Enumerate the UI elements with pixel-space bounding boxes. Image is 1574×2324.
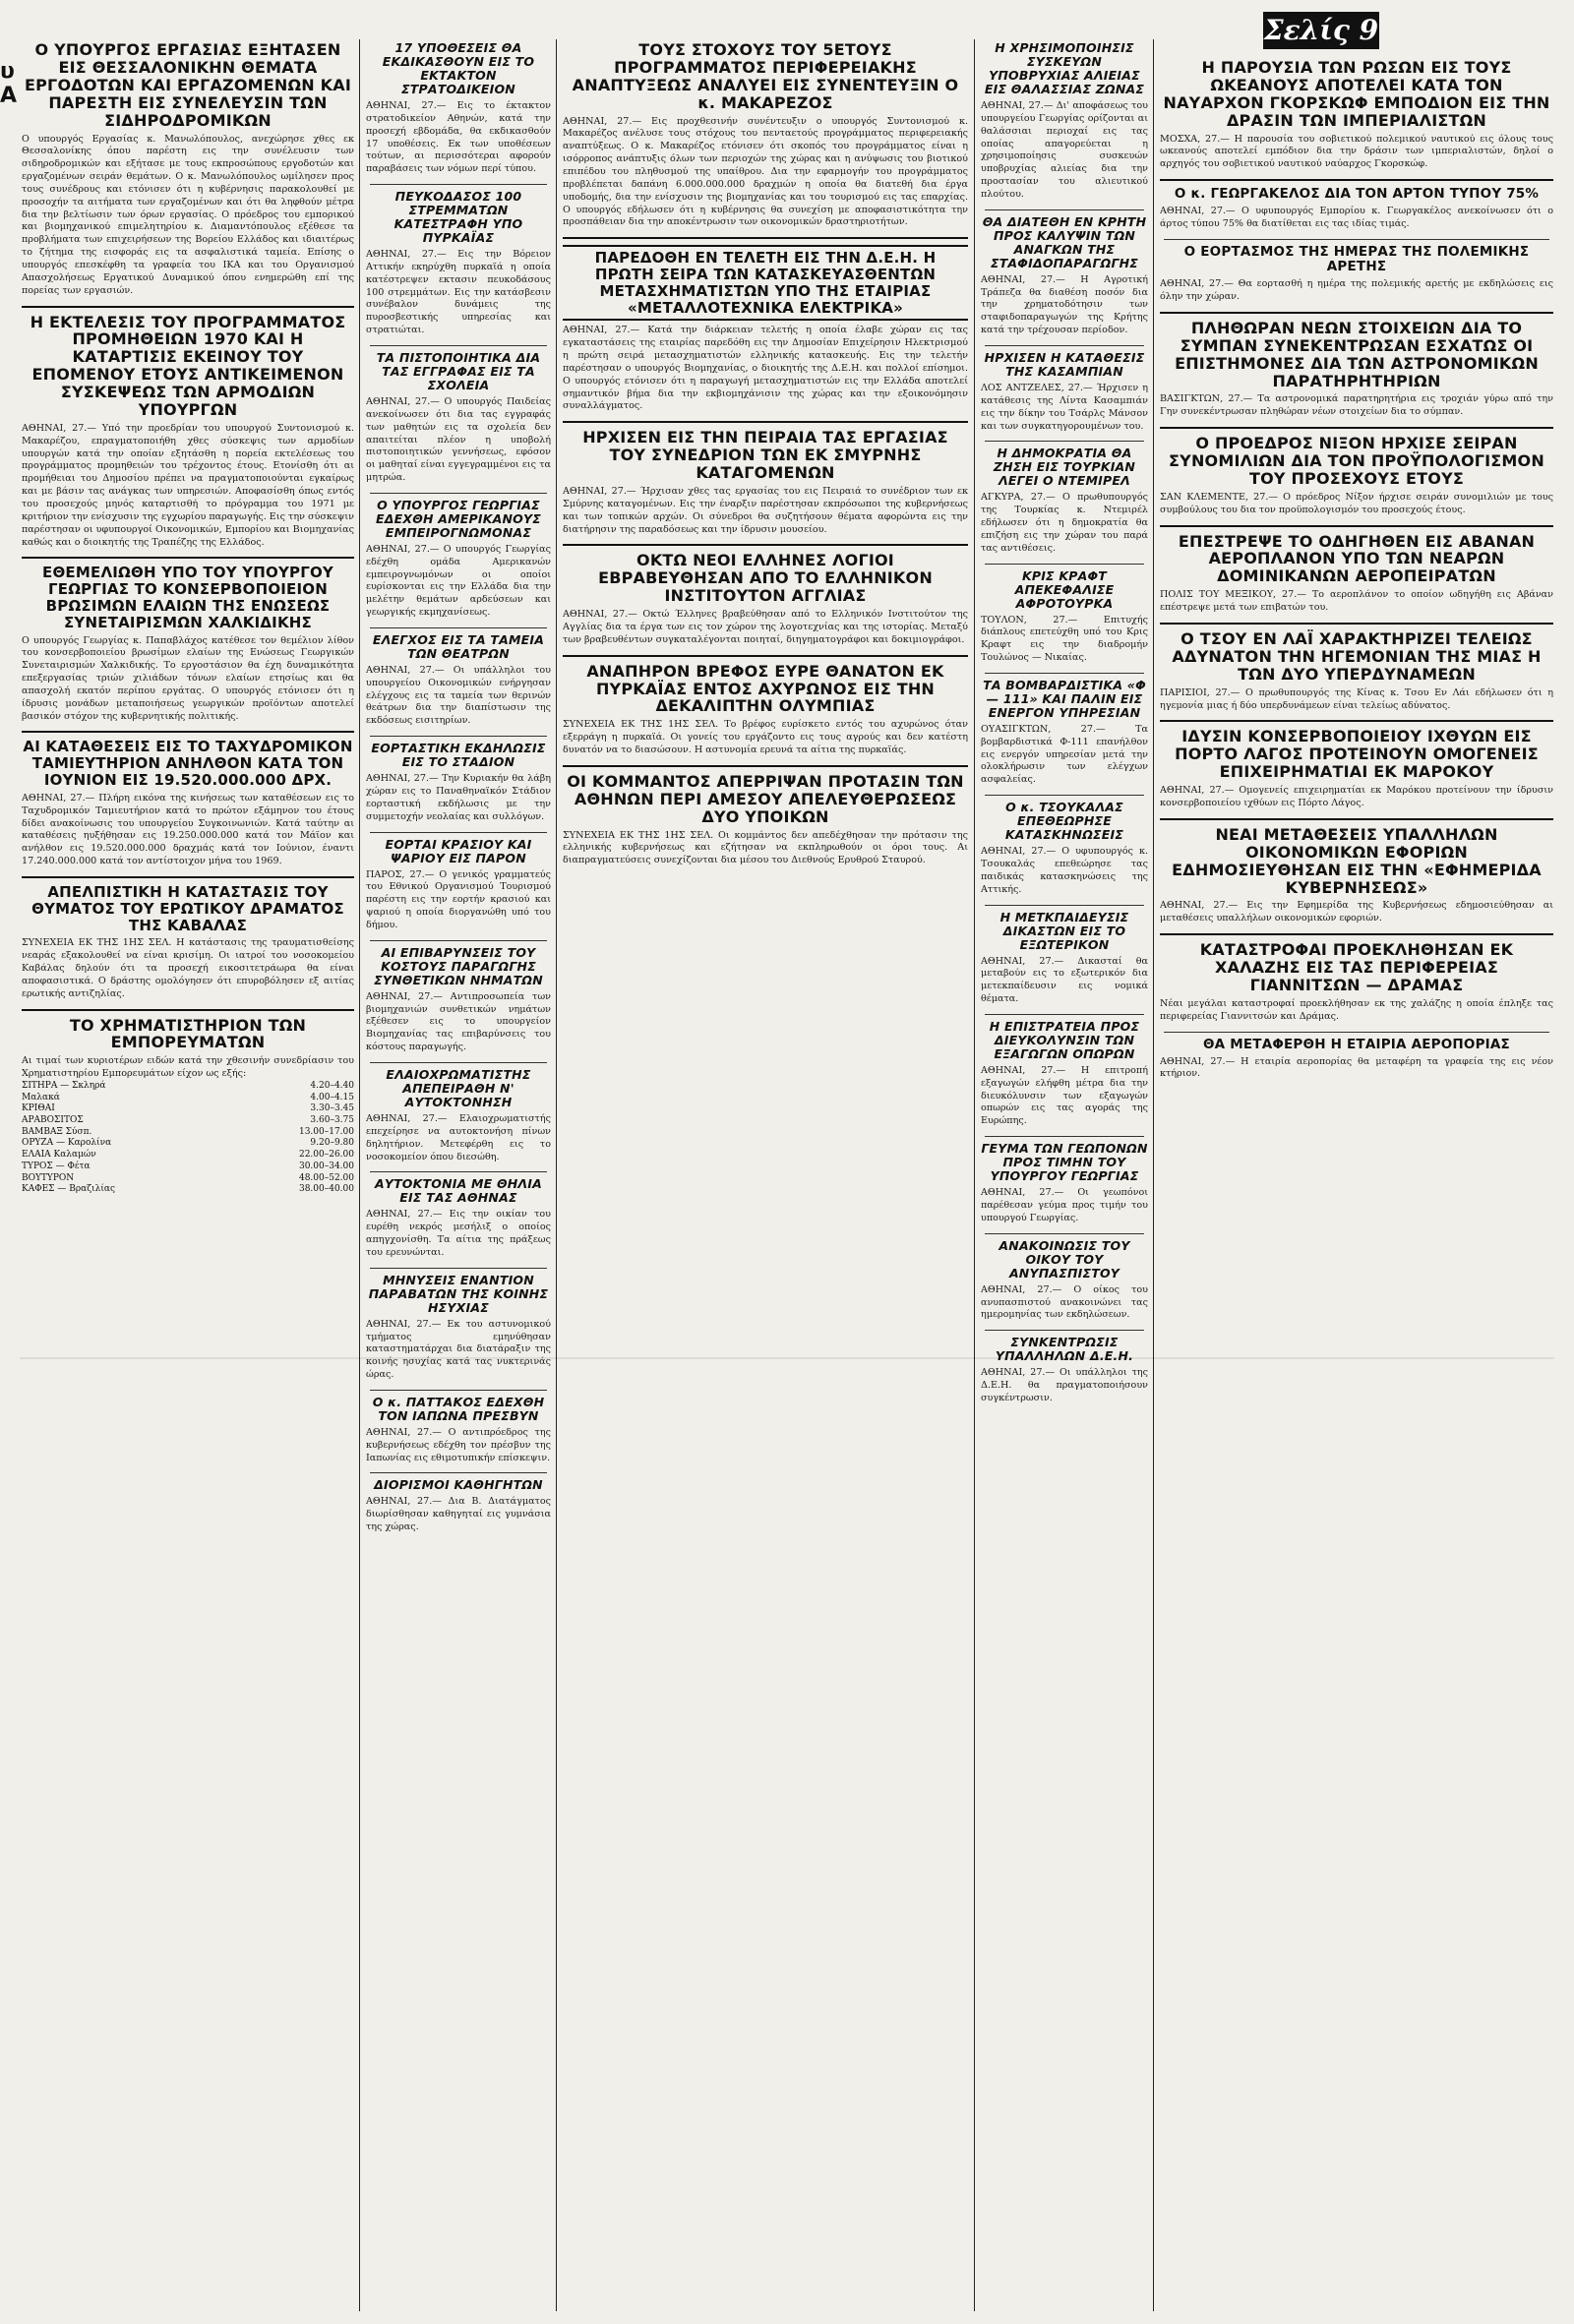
article [563, 429, 968, 536]
article-body: ΑΘΗΝΑΙ, 27.— Την Κυριακήν θα λάβη χώραν εις το Παναθηναϊκόν Στάδιον εορταστική εκδήλωσις με την συμμετοχήν νεολαίας και συλλόγων. [366, 773, 551, 822]
headline: Ο ΤΣΟΥ ΕΝ ΛΑΪ ΧΑΡΑΚΤΗΡΙΖΕΙ ΤΕΛΕΙΩΣ ΑΔΥΝΑΤΟΝ ΤΗΝ ΗΓΕΜΟΝΙΑΝ ΤΗΣ ΜΙΑΣ Η ΤΩΝ ΔΥΟ ΥΠΕΡΔΥΝΑΜΕΩΝ [1172, 628, 1542, 684]
headline: ΗΡΧΙΣΕΝ ΕΙΣ ΤΗΝ ΠΕΙΡΑΙΑ ΤΑΣ ΕΡΓΑΣΙΑΣ ΤΟΥ ΣΥΝΕΔΡΙΟΝ ΤΩΝ ΕΚ ΣΜΥΡΝΗΣ ΚΑΤΑΓΟΜΕΝΩΝ [582, 428, 948, 483]
article [366, 41, 551, 176]
article-separator [370, 940, 547, 941]
headline: ΑΙ ΚΑΤΑΘΕΣΕΙΣ ΕΙΣ ΤΟ ΤΑΧΥΔΡΟΜΙΚΟΝ ΤΑΜΙΕΥΤΗΡΙΟΝ ΑΝΗΛΘΟΝ ΚΑΤΑ ΤΟΝ ΙΟΥΝΙΟΝ ΕΙΣ 19.520.000.000 ΔΡΧ. [23, 738, 353, 790]
article-separator [22, 1009, 354, 1011]
article [981, 1020, 1148, 1128]
headline: ΔΙΟΡΙΣΜΟΙ ΚΑΘΗΓΗΤΩΝ [374, 1477, 543, 1493]
headline: ΕΟΡΤΑΣΤΙΚΗ ΕΚΔΗΛΩΣΙΣ ΕΙΣ ΤΟ ΣΤΑΔΙΟΝ [371, 741, 546, 770]
article-body: ΑΘΗΝΑΙ, 27.— Εις την Βόρειον Αττικήν εκηρύχθη πυρκαϊά η οποία κατέστρεψεν εκτασιν πευκοδάσους 100 στρεμμάτων. Εις την κατάσβεσιν συνέβαλον δυνάμεις της πυροσβεστικής υπηρεσίας και στρατιώται. [366, 249, 551, 336]
list-item: Μαλακά 4.00–4.15 [22, 1092, 354, 1102]
headline: ΣΥΝΚΕΝΤΡΩΣΙΣ ΥΠΑΛΛΗΛΩΝ Δ.Ε.Η. [995, 1335, 1134, 1364]
headline: Η ΠΑΡΟΥΣΙΑ ΤΩΝ ΡΩΣΩΝ ΕΙΣ ΤΟΥΣ ΩΚΕΑΝΟΥΣ ΑΠΟΤΕΛΕΙ ΚΑΤΑ ΤΟΝ ΝΑΥΑΡΧΟΝ ΓΚΟΡΣΚΩΦ ΕΜΠΟΔΙΟΝ ΕΙΣ ΤΗΝ ΔΡΑΣΙΝ ΤΩΝ ΙΜΠΕΡΙΑΛΙΣΤΩΝ [1163, 58, 1550, 130]
article [366, 499, 551, 620]
article [366, 1274, 551, 1382]
article [366, 1068, 551, 1163]
headline: Η ΔΗΜΟΚΡΑΤΙΑ ΘΑ ΖΗΣΗ ΕΙΣ ΤΟΥΡΚΙΑΝ ΛΕΓΕΙ Ο ΝΤΕΜΙΡΕΛ [993, 446, 1136, 489]
article-body: ΑΘΗΝΑΙ, 27.— Κατά την διάρκειαν τελετής η οποία έλαβε χώραν εις τας εγκαταστάσεις της εταιρίας παρεδόθη εις την Δημοσίαν Επιχείρησιν Ηλεκτρισμού η πρώτη σειρά μετασχηματιστών ελληνικής κατασκευής. Εις την τελετήν παρέστησαν ο υπουργός Βιομηχανίας, ο διοικητής της Δ.Ε.Η. και πολλοί επίσημοι. Ο υπουργός ετόνισεν ότι η παραγωγή μετασχηματιστών εις την Ελλάδα αποτελεί σημαντικόν βήμα δια την εκβιομηχάνισιν της χώρας και την εξοικονόμησιν συναλλάγματος. [563, 325, 968, 412]
headline: ΑΙ ΕΠΙΒΑΡΥΝΣΕΙΣ ΤΟΥ ΚΟΣΤΟΥΣ ΠΑΡΑΓΩΓΗΣ ΣΥΝΘΕΤΙΚΩΝ ΝΗΜΑΤΩΝ [374, 944, 543, 987]
headline: ΜΗΝΥΣΕΙΣ ΕΝΑΝΤΙΟΝ ΠΑΡΑΒΑΤΩΝ ΤΗΣ ΚΟΙΝΗΣ ΗΣΥΧΙΑΣ [368, 1272, 549, 1315]
article-separator [370, 832, 547, 833]
article [1160, 187, 1553, 231]
headline: ΤΟ ΧΡΗΜΑΤΙΣΤΗΡΙΟΝ ΤΩΝ ΕΜΠΟΡΕΥΜΑΤΩΝ [69, 1015, 307, 1052]
headline: ΓΕΥΜΑ ΤΩΝ ΓΕΩΠΟΝΩΝ ΠΡΟΣ ΤΙΜΗΝ ΤΟΥ ΥΠΟΥΡΓΟΥ ΓΕΩΡΓΙΑΣ [981, 1141, 1148, 1184]
article-body: ΑΘΗΝΑΙ, 27.— Ο οίκος του ανυπασπιστού ανακοινώνει τας ημερομηνίας των εκδηλώσεων. [981, 1283, 1148, 1321]
article-separator [370, 345, 547, 346]
article [563, 773, 968, 867]
column-divider [1153, 39, 1154, 2311]
article-separator [370, 493, 547, 494]
article [981, 351, 1148, 433]
article-body: ΑΘΗΝΑΙ, 27.— Εις το έκτακτον στρατοδικείον Αθηνών, κατά την προσεχή εβδομάδα, θα εκδικασθούν 17 υποθέσεις. Εκ των υποθέσεων τούτων, αι περισσότεραι αφορούν παραβάσεις των νόμων περί τύπου. [366, 100, 551, 175]
article-body: ΑΘΗΝΑΙ, 27.— Εις την οικίαν του ευρέθη νεκρός μεσήλιξ ο οποίος απηγχονίσθη. Τα αίτια της πράξεως του ερευνώνται. [366, 1209, 551, 1258]
article-body: ΑΘΗΝΑΙ, 27.— Ομογενείς επιχειρηματίαι εκ Μαρόκου προτείνουν την ίδρυσιν κονσερβοποιείου ιχθύων εις Πόρτο Λάγος. [1160, 785, 1553, 808]
article-body: ΤΟΥΛΟΝ, 27.— Επιτυχής διάπλους επετεύχθη υπό του Κρις Κραφτ εις την διαδρομήν Τουλώνος — Νικαίας. [981, 614, 1148, 664]
article [563, 41, 968, 229]
article-body: Ο υπουργός Γεωργίας κ. Παπαβλάχος κατέθεσε τον θεμέλιον λίθον του κονσερβοποιείου βρωσίμων ελαίων της Ενώσεως Γεωργικών Συνεταιρισμών Χαλκιδικής. Το εργοστάσιον θα έχη δυναμικότητα επεξεργασίας τριών χιλιάδων τόνων ελαίων ετησίως και θα απασχολή εκατόν περίπου εργάτας. Ο υπουργός ετόνισεν ότι η ίδρυσις μονάδων μεταποιήσεως γεωργικών προϊόντων αποτελεί βασικόν στόχον της κυβερνητικής πολιτικής. [22, 634, 354, 722]
article [366, 1396, 551, 1465]
article-body: ΒΑΣΙΓΚΤΩΝ, 27.— Τα αστρονομικά παρατηρητήρια εις τροχιάν γύρω από την Γην συνεκέντρωσαν πληθώραν νέων στοιχείων δια το σύμπαν. [1160, 393, 1553, 418]
list-item: ΑΡΑΒΟΣΙΤΟΣ 3.60–3.75 [22, 1115, 354, 1126]
column-5 [1160, 57, 1553, 2311]
article [366, 190, 551, 337]
article-body: Ο υπουργός Εργασίας κ. Μανωλόπουλος, ανεχώρησε χθες εκ Θεσσαλονίκης όπου παρέστη εις την συνέλευσιν των σιδηροδρομικών και εξήτασε με τους εκπροσώπους εργοδοτών και εργαζομένων σειράν θεμάτων. Ο κ. Μανωλόπουλος ωμίλησεν προς τους συνέδρους και ετόνισεν ότι η κυβέρνησις παρακολουθεί με προσοχήν τα αιτήματα των εργαζομένων και ότι θα ληφθούν μέτρα δια την βελτίωσιν των όρων εργασίας. Ο πρόεδρος του εμπορικού και βιομηχανικού επιμελητηρίου κ. Διαμαντόπουλος εξέθεσε τα προβλήματα των επιχειρήσεων της Βορείου Ελλάδος και ιδιαιτέρως το ζήτημα της εισφοράς εις τα ασφαλιστικά ταμεία. Επίσης ο υπουργός επεσκέφθη τα γραφεία του ΙΚΑ και του Οργανισμού Απασχολήσεως Εργατικού Δυναμικού όπου ενημερώθη επί της πορείας των εργασιών. [22, 133, 354, 296]
article-body: ΑΘΗΝΑΙ, 27.— Υπό την προεδρίαν του υπουργού Συντονισμού κ. Μακαρέζου, επραγματοποιήθη χθες σύσκεψις των αρμοδίων υπουργών κατά την οποίαν εξητάσθη η πορεία εκτελέσεως του προγράμματος προμηθειών του τρέχοντος έτους. Ετονίσθη ότι αι προμήθειαι του Δημοσίου πρέπει να πραγματοποιούνται εγκαίρως και με βάσιν τας ανάγκας των υπηρεσιών. Αποφασίσθη όπως εντός του προσεχούς μηνός καταρτισθή το πρόγραμμα του 1971 με κριτήριον την ενίσχυσιν της εγχωρίου παραγωγής. Εις την σύσκεψιν παρέστησαν οι υφυπουργοί Οικονομικών, Εμπορίου και Βιομηχανίας καθώς και ο διοικητής της Τραπέζης της Ελλάδος. [22, 422, 354, 548]
article [981, 569, 1148, 665]
column-divider [556, 39, 557, 2311]
article-separator [985, 1014, 1144, 1015]
headline: Ο κ. ΤΣΟΥΚΑΛΑΣ ΕΠΕΘΕΩΡΗΣΕ ΚΑΤΑΣΚΗΝΩΣΕΙΣ [1004, 800, 1124, 843]
headline: ΠΕΥΚΟΔΑΣΟΣ 100 ΣΤΡΕΜΜΑΤΩΝ ΚΑΤΕΣΤΡΑΦΗ ΥΠΟ ΠΥΡΚΑΪΑΣ [394, 189, 523, 246]
article-separator [370, 736, 547, 737]
article-separator [1160, 818, 1553, 820]
article-body: ΑΘΗΝΑΙ, 27.— Δια Β. Διατάγματος διωρίσθησαν καθηγηταί εις γυμνάσια της χώρας. [366, 1496, 551, 1533]
article [22, 884, 354, 1001]
article-body: ΠΑΡΟΣ, 27.— Ο γενικός γραμματεύς του Εθνικού Οργανισμού Τουρισμού παρέστη εις την εορτήν κρασιού και ψαριού η οποία διοργανώθη υπό του δήμου. [366, 868, 551, 930]
headline: Η ΜΕΤΚΠΑΙΔΕΥΣΙΣ ΔΙΚΑΣΤΩΝ ΕΙΣ ΤΟ ΕΞΩΤΕΡΙΚΟΝ [999, 909, 1129, 952]
article-body: ΣΥΝΕΧΕΙΑ ΕΚ ΤΗΣ 1ΗΣ ΣΕΛ. Οι κομμάντος δεν απεδέχθησαν την πρότασιν της ελληνικής κυβερνήσεως και εζήτησαν να εκπληρωθούν οι όροι τους. Αι διαπραγματεύσεις συνεχίζονται δια μέσου του Διεθνούς Ερυθρού Σταυρού. [563, 829, 968, 866]
article-body: ΑΘΗΝΑΙ, 27.— Η εταιρία αεροπορίας θα μεταφέρη τα γραφεία της εις νέον κτήριον. [1160, 1055, 1553, 1080]
article-body: ΛΟΣ ΑΝΤΖΕΛΕΣ, 27.— Ήρχισεν η κατάθεσις της Λίντα Κασαμπιάν εις την δίκην του Τσάρλς Μάνσον και των συγκατηγορουμένων του. [981, 382, 1148, 432]
commodity-price-list [22, 1081, 354, 1196]
article [981, 911, 1148, 1006]
article-body: ΑΓΚΥΡΑ, 27.— Ο πρωθυπουργός της Τουρκίας κ. Ντεμιρέλ εδήλωσεν ότι η δημοκρατία θα επιζήση εις την χώραν του παρά τας αντιθέσεις. [981, 492, 1148, 554]
article-body: ΑΘΗΝΑΙ, 27.— Αντιπροσωπεία των βιομηχανιών συνθετικών νημάτων εξέθεσεν εις το υπουργείον Βιομηχανίας τας επιβαρύνσεις του κόστους παραγωγής. [366, 990, 551, 1053]
headline: ΝΕΑΙ ΜΕΤΑΘΕΣΕΙΣ ΥΠΑΛΛΗΛΩΝ ΟΙΚΟΝΟΜΙΚΩΝ ΕΦΟΡΙΩΝ ΕΔΗΜΟΣΙΕΥΘΗΣΑΝ ΕΙΣ ΤΗΝ «ΕΦΗΜΕΡΙΔΑ ΚΥΒΕΡΝΗΣΕΩΣ» [1172, 824, 1542, 897]
article-separator [370, 1472, 547, 1473]
list-item: ΤΥΡΟΣ — Φέτα 30.00–34.00 [22, 1161, 354, 1171]
article-separator [1160, 933, 1553, 935]
article-body: ΑΘΗΝΑΙ, 27.— Δι' αποφάσεως του υπουργείου Γεωργίας ορίζονται αι θαλάσσιαι περιοχαί εις τας οποίας απαγορεύεται η χρησιμοποίησις συσκευών υποβρυχίας αλιείας δια την προστασίαν του αλιευτικού πλούτου. [981, 100, 1148, 200]
article-separator [985, 1233, 1144, 1234]
article-separator [22, 876, 354, 878]
article-body: ΣΥΝΕΧΕΙΑ ΕΚ ΤΗΣ 1ΗΣ ΣΕΛ. Η κατάστασις της τραυματισθείσης νεαράς εξακολουθεί να είναι κρισίμη. Οι ιατροί του νοσοκομείου Καβάλας δηλούν ότι τα προσεχή εικοσιτετράωρα θα είναι αποφασιστικά. Ο δράστης ομολόγησεν ότι επυροβόλησεν εξ αιτίας ερωτικής αντιζηλίας. [22, 937, 354, 999]
column-divider [359, 39, 360, 2311]
article-body: ΠΑΡΙΣΙΟΙ, 27.— Ο πρωθυπουργός της Κίνας κ. Τσου Εν Λάι εδήλωσεν ότι η ηγεμονία μιας ή δύο υπερδυνάμεων είναι τελείως αδύνατος. [1160, 686, 1553, 711]
headline: Ο ΠΡΟΕΔΡΟΣ ΝΙΞΟΝ ΗΡΧΙΣΕ ΣΕΙΡΑΝ ΣΥΝΟΜΙΛΙΩΝ ΔΙΑ ΤΟΝ ΠΡΟΫΠΟΛΟΓΙΣΜΟΝ ΤΟΥ ΠΡΟΣΕΧΟΥΣ ΕΤΟΥΣ [1169, 434, 1544, 488]
article-separator [985, 441, 1144, 442]
headline: Ο ΥΠΟΥΡΓΟΣ ΓΕΩΡΓΙΑΣ ΕΔΕΧΘΗ ΑΜΕΡΙΚΑΝΟΥΣ ΕΜΠΕΙΡΟΓΝΩΜΟΝΑΣ [376, 497, 541, 540]
column-1 [22, 39, 354, 2311]
headline: ΘΑ ΔΙΑΤΕΘΗ ΕΝ ΚΡΗΤΗ ΠΡΟΣ ΚΑΛΥΨΙΝ ΤΩΝ ΑΝΑΓΚΩΝ ΤΗΣ ΣΤΑΦΙΔΟΠΑΡΑΓΩΓΗΣ [982, 213, 1147, 270]
article [1160, 1038, 1553, 1082]
article-body: ΑΘΗΝΑΙ, 27.— Δικασταί θα μεταβούν εις το εξωτερικόν δια μετεκπαίδευσιν εις νομικά θέματα. [981, 955, 1148, 1005]
article-body: Νέαι μεγάλαι καταστροφαί προεκλήθησαν εκ της χαλάζης η οποία έπληξε τας περιφερείας Γιαννιτσών και Δράμας. [1160, 997, 1553, 1022]
list-item: ΚΡΙΘΑΙ 3.30–3.45 [22, 1103, 354, 1114]
article-separator [370, 627, 547, 628]
article [366, 351, 551, 485]
article-separator [563, 421, 968, 423]
article [981, 1239, 1148, 1323]
headline: ΚΑΤΑΣΤΡΟΦΑΙ ΠΡΟΕΚΛΗΘΗΣΑΝ ΕΚ ΧΑΛΑΖΗΣ ΕΙΣ ΤΑΣ ΠΕΡΙΦΕΡΕΙΑΣ ΓΙΑΝΝΙΤΣΩΝ — ΔΡΑΜΑΣ [1199, 940, 1514, 994]
article-separator [370, 1062, 547, 1063]
article-body: ΑΘΗΝΑΙ, 27.— Πλήρη εικόνα της κινήσεως των καταθέσεων εις το Ταχυδρομικόν Ταμιευτήριον κατά το πρώτον εξάμηνον του έτους δίδει ανακοίνωσις του υπουργείου Συγκοινωνιών. Κατά ταύτην αι καταθέσεις ηυξήθησαν εις 19.250.000.000 κατά τον Μάϊον και ανήλθον εις 19.520.000.000 δραχμάς κατά τον Ιούνιον, έναντι 17.240.000.000 κατά τον αντίστοιχον μήνα του 1969. [22, 792, 354, 867]
article [1160, 941, 1553, 1023]
article-body: ΑΘΗΝΑΙ, 27.— Ο υφυπουργός Εμπορίου κ. Γεωργακέλος ανεκοίνωσεν ότι ο άρτος τύπου 75% θα διατίθεται εις τας ιδίας τιμάς. [1160, 206, 1553, 230]
article-separator [985, 905, 1144, 906]
article [366, 742, 551, 823]
list-item: ΚΑΦΕΣ — Βραζιλίας 38.00–40.00 [22, 1184, 354, 1195]
article-separator [985, 345, 1144, 346]
article-separator [563, 544, 968, 546]
headline: ΑΥΤΟΚΤΟΝΙΑ ΜΕ ΘΗΛΙΑ ΕΙΣ ΤΑΣ ΑΘΗΝΑΣ [374, 1176, 543, 1206]
article-body: ΑΘΗΝΑΙ, 27.— Εις την Εφημερίδα της Κυβερνήσεως εδημοσιεύθησαν αι μεταθέσεις υπαλλήλων οικονομικών εφοριών. [1160, 900, 1553, 924]
article-separator [22, 306, 354, 308]
column-4 [981, 39, 1148, 2311]
article [1160, 245, 1553, 304]
article [22, 739, 354, 867]
article-separator [985, 209, 1144, 210]
article-body: ΑΘΗΝΑΙ, 27.— Θα εορτασθή η ημέρα της πολεμικής αρετής με εκδηλώσεις εις όλην την χώραν. [1160, 278, 1553, 303]
article [563, 245, 968, 413]
article-separator [1164, 239, 1549, 240]
article [366, 838, 551, 932]
list-item: ΒΟΥΤΥΡΟΝ 48.00–52.00 [22, 1172, 354, 1183]
headline: Η ΕΠΙΣΤΡΑΤΕΙΑ ΠΡΟΣ ΔΙΕΥΚΟΛΥΝΣΙΝ ΤΩΝ ΕΞΑΓΩΓΩΝ ΟΠΩΡΩΝ [989, 1018, 1140, 1061]
article-separator [1160, 427, 1553, 429]
article [981, 447, 1148, 555]
article-separator [985, 1136, 1144, 1137]
article-body: Αι τιμαί των κυριοτέρων ειδών κατά την χθεσινήν συνεδρίασιν του Χρηματιστηρίου Εμπορευμάτων είχον ως εξής: [22, 1055, 354, 1080]
headline: ΕΛΕΓΧΟΣ ΕΙΣ ΤΑ ΤΑΜΕΙΑ ΤΩΝ ΘΕΑΤΡΩΝ [372, 631, 545, 661]
article-separator [22, 731, 354, 733]
article-body: ΑΘΗΝΑΙ, 27.— Οι υπάλληλοι του υπουργείου Οικονομικών ενήργησαν ελέγχους εις τα ταμεία των θερινών θεάτρων δια την διαπίστωσιν της εκδόσεως εισιτηρίων. [366, 664, 551, 727]
article [981, 679, 1148, 787]
article [1160, 630, 1553, 712]
list-item: ΒΑΜΒΑΞ Σύσπ. 13.00–17.00 [22, 1126, 354, 1137]
article-separator [985, 673, 1144, 674]
article-body: ΠΟΛΙΣ ΤΟΥ ΜΕΞΙΚΟΥ, 27.— Το αεροπλάνον το οποίον ωδηγήθη εις Αβάναν επέστρεψε μετά των επιβατών του. [1160, 589, 1553, 614]
article-body: ΟΥΑΣΙΓΚΤΩΝ, 27.— Τα βομβαρδιστικά Φ-111 επανήλθον εις ενεργόν υπηρεσίαν μετά την ολοκλήρωσιν των ελέγχων ασφαλείας. [981, 723, 1148, 786]
headline: 17 ΥΠΟΘΕΣΕΙΣ ΘΑ ΕΚΔΙΚΑΣΘΟΥΝ ΕΙΣ ΤΟ ΕΚΤΑΚΤΟΝ ΣΤΡΑΤΟΔΙΚΕΙΟΝ [382, 40, 535, 96]
headline: Ο κ. ΠΑΤΤΑΚΟΣ ΕΔΕΧΘΗ ΤΟΝ ΙΑΠΩΝΑ ΠΡΕΣΒΥΝ [372, 1394, 545, 1423]
headline: ΘΑ ΜΕΤΑΦΕΡΘΗ Η ΕΤΑΙΡΙΑ ΑΕΡΟΠΟΡΙΑΣ [1203, 1036, 1510, 1052]
article [981, 801, 1148, 896]
article-separator [1160, 179, 1553, 181]
headline: ΟΚΤΩ ΝΕΟΙ ΕΛΛΗΝΕΣ ΛΟΓΙΟΙ ΕΒΡΑΒΕΥΘΗΣΑΝ ΑΠΟ ΤΟ ΕΛΛΗΝΙΚΟΝ ΙΝΣΤΙΤΟΥΤΟΝ ΑΓΓΛΙΑΣ [598, 551, 933, 606]
article [366, 946, 551, 1054]
article [1160, 826, 1553, 925]
article [22, 41, 354, 298]
article-body: ΑΘΗΝΑΙ, 27.— Ο υπουργός Γεωργίας εδέχθη ομάδα Αμερικανών εμπειρογνωμόνων οι οποίοι ευρίσκονται εις την Ελλάδα δια την μελέτην θεμάτων αρδεύσεων και γεωργικής εκμηχανίσεως. [366, 543, 551, 619]
headline: Ο ΥΠΟΥΡΓΟΣ ΕΡΓΑΣΙΑΣ ΕΞΗΤΑΣΕΝ ΕΙΣ ΘΕΣΣΑΛΟΝΙΚΗΝ ΘΕΜΑΤΑ ΕΡΓΟΔΟΤΩΝ ΚΑΙ ΕΡΓΑΖΟΜΕΝΩΝ ΚΑΙ ΠΑΡΕΣΤΗ ΕΙΣ ΣΥΝΕΛΕΥΣΙΝ ΤΩΝ ΣΙΔΗΡΟΔΡΟΜΙΚΩΝ [25, 40, 351, 130]
article-separator [1160, 312, 1553, 314]
article-separator [985, 795, 1144, 796]
headline: Ο ΕΟΡΤΑΣΜΟΣ ΤΗΣ ΗΜΕΡΑΣ ΤΗΣ ΠΟΛΕΜΙΚΗΣ ΑΡΕΤΗΣ [1183, 243, 1530, 275]
headline: Ο κ. ΓΕΩΡΓΑΚΕΛΟΣ ΔΙΑ ΤΟΝ ΑΡΤΟΝ ΤΥΠΟΥ 75% [1174, 186, 1540, 203]
article [1160, 533, 1553, 615]
headline: Η ΧΡΗΣΙΜΟΠΟΙΗΣΙΣ ΣΥΣΚΕΥΩΝ ΥΠΟΒΡΥΧΙΑΣ ΑΛΙΕΙΑΣ ΕΙΣ ΘΑΛΑΣΣΙΑΣ ΖΩΝΑΣ [984, 40, 1145, 96]
headline: ΑΝΑΠΗΡΟΝ ΒΡΕΦΟΣ ΕΥΡΕ ΘΑΝΑΤΟΝ ΕΚ ΠΥΡΚΑΪΑΣ ΕΝΤΟΣ ΑΧΥΡΩΝΟΣ ΕΙΣ ΤΗΝ ΔΕΚΑΛΙΠΤΗΝ ΟΛΥΜΠΙΑΣ [586, 661, 944, 716]
article [981, 1336, 1148, 1405]
article [22, 314, 354, 550]
article-body: ΑΘΗΝΑΙ, 27.— Οι υπάλληλοι της Δ.Ε.Η. θα πραγματοποιήσουν συγκέντρωσιν. [981, 1367, 1148, 1403]
article [981, 1142, 1148, 1225]
article-separator [563, 765, 968, 767]
list-item: ΕΛΑΙΑ Καλαμών 22.00–26.00 [22, 1150, 354, 1161]
article [366, 1478, 551, 1534]
article-separator [22, 557, 354, 559]
article-body: ΑΘΗΝΑΙ, 27.— Εκ του αστυνομικού τμήματος εμηνύθησαν καταστηματάρχαι δια διατάραξιν της κοινής ησυχίας κατά τας νυκτερινάς ώρας. [366, 1318, 551, 1381]
headline: ΠΑΡΕΔΟΘΗ ΕΝ ΤΕΛΕΤΗ ΕΙΣ ΤΗΝ Δ.Ε.Η. Η ΠΡΩΤΗ ΣΕΙΡΑ ΤΩΝ ΚΑΤΑΣΚΕΥΑΣΘΕΝΤΩΝ ΜΕΤΑΣΧΗΜΑΤΙΣΤΩΝ ΥΠΟ ΤΗΣ ΕΤΑΙΡΙΑΣ «ΜΕΤΑΛΛΟΤΕΧΝΙΚΑ ΕΛΕΚΤΡΙΚΑ» [563, 245, 968, 321]
article-body: ΣΑΝ ΚΛΕΜΕΝΤΕ, 27.— Ο πρόεδρος Νίξον ήρχισε σειράν συνομιλιών με τους συμβούλους του δια τον προϋπολογισμόν του προσεχούς έτους. [1160, 491, 1553, 515]
article-body: ΜΟΣΧΑ, 27.— Η παρουσία του σοβιετικού πολεμικού ναυτικού εις όλους τους ωκεανούς αποτελεί εμπόδιον δια την δράσιν των ιμπεριαλιστών, δηλοί ο αρχηγός του σοβιετικού ναυτικού ναύαρχος Γκορσκώφ. [1160, 133, 1553, 170]
headline: ΕΠΕΣΤΡΕΨΕ ΤΟ ΟΔΗΓΗΘΕΝ ΕΙΣ ΑΒΑΝΑΝ ΑΕΡΟΠΛΑΝΟΝ ΥΠΟ ΤΩΝ ΝΕΑΡΩΝ ΔΟΜΙΝΙΚΑΝΩΝ ΑΕΡΟΠΕΙΡΑΤΩΝ [1178, 531, 1536, 586]
article-separator [370, 1268, 547, 1269]
article-separator [563, 655, 968, 657]
article [22, 1017, 354, 1196]
list-item: ΣΙΤΗΡΑ — Σκληρά 4.20–4.40 [22, 1081, 354, 1092]
headline: ΤΑ ΒΟΜΒΑΡΔΙΣΤΙΚΑ «Φ — 111» ΚΑΙ ΠΑΛΙΝ ΕΙΣ ΕΝΕΡΓΟΝ ΥΠΗΡΕΣΙΑΝ [983, 677, 1146, 720]
article-separator [1160, 720, 1553, 722]
headline: ΑΠΕΛΠΙΣΤΙΚΗ Η ΚΑΤΑΣΤΑΣΙΣ ΤΟΥ ΘΥΜΑΤΟΣ ΤΟΥ ΕΡΩΤΙΚΟΥ ΔΡΑΜΑΤΟΣ ΤΗΣ ΚΑΒΑΛΑΣ [31, 882, 344, 934]
headline: ΤΟΥΣ ΣΤΟΧΟΥΣ ΤΟΥ 5ΕΤΟΥΣ ΠΡΟΓΡΑΜΜΑΤΟΣ ΠΕΡΙΦΕΡΕΙΑΚΗΣ ΑΝΑΠΤΥΞΕΩΣ ΑΝΑΛΥΕΙ ΕΙΣ ΣΥΝΕΝΤΕΥΞΙΝ Ο κ. ΜΑΚΑΡΕΖΟΣ [572, 40, 959, 112]
article-separator [985, 1330, 1144, 1331]
headline: ΗΡΧΙΣΕΝ Η ΚΑΤΑΘΕΣΙΣ ΤΗΣ ΚΑΣΑΜΠΙΑΝ [984, 349, 1145, 379]
column-2 [366, 39, 551, 2311]
article-separator [563, 237, 968, 239]
article-body: ΑΘΗΝΑΙ, 27.— Εις προχθεσινήν συνέντευξιν ο υπουργός Συντονισμού κ. Μακαρέζος ανέλυσε τους στόχους του πενταετούς προγράμματος περιφερειακής αναπτύξεως. Ο κ. Μακαρέζος ετόνισεν ότι σκοπός του προγράμματος είναι η ισόρροπος ανάπτυξις όλων των περιοχών της χώρας και η ανύψωσις του βιοτικού επιπέδου του πληθυσμού της υπαίθρου. Δια την εφαρμογήν του προγράμματος προβλέπεται δαπάνη 6.000.000.000 δραχμών η οποία θα διατεθή δια έργα υποδομής, δια την ενίσχυσιν της βιομηχανίας και του τουρισμού εις τας επαρχίας. Ο υπουργός εδήλωσεν ότι η κυβέρνησις θα συνεχίση με αποφασιστικότητα την προσπάθειαν δια την αποκέντρωσιν των οικονομικών δραστηριοτήτων. [563, 115, 968, 228]
article-body: ΑΘΗΝΑΙ, 27.— Ο αντιπρόεδρος της κυβερνήσεως εδέχθη τον πρέσβυν της Ιαπωνίας εις εθιμοτυπικήν επίσκεψιν. [366, 1426, 551, 1463]
headline: ΟΙ ΚΟΜΜΑΝΤΟΣ ΑΠΕΡΡΙΨΑΝ ΠΡΟΤΑΣΙΝ ΤΩΝ ΑΘΗΝΩΝ ΠΕΡΙ ΑΜΕΣΟΥ ΑΠΕΛΕΥΘΕΡΩΣΕΩΣ ΔΥΟ ΥΠΟΙΚΩΝ [567, 771, 964, 826]
headline: ΙΔΥΣΙΝ ΚΟΝΣΕΡΒΟΠΟΙΕΙΟΥ ΙΧΘΥΩΝ ΕΙΣ ΠΟΡΤΟ ΛΑΓΟΣ ΠΡΟΤΕΙΝΟΥΝ ΟΜΟΓΕΝΕΙΣ ΕΠΙΧΕΙΡΗΜΑΤΙΑΙ ΕΚ ΜΑΡΟΚΟΥ [1175, 727, 1539, 782]
headline: ΚΡΙΣ ΚΡΑΦΤ ΑΠΕΚΕΦΑΛΙΣΕ ΑΦΡΟΤΟΥΡΚΑ [1014, 567, 1115, 611]
headline: ΑΝΑΚΟΙΝΩΣΙΣ ΤΟΥ ΟΙΚΟΥ ΤΟΥ ΑΝΥΠΑΣΠΙΣΤΟΥ [999, 1237, 1130, 1281]
left-edge-fragment: υ Α [0, 59, 18, 108]
article-body: ΑΘΗΝΑΙ, 27.— Οι γεωπόνοι παρέθεσαν γεύμα προς τιμήν του υπουργού Γεωργίας. [981, 1187, 1148, 1223]
headline: ΤΑ ΠΙΣΤΟΠΟΙΗΤΙΚΑ ΔΙΑ ΤΑΣ ΕΓΓΡΑΦΑΣ ΕΙΣ ΤΑ ΣΧΟΛΕΙΑ [376, 349, 541, 392]
headline: ΕΛΑΙΟΧΡΩΜΑΤΙΣΤΗΣ ΑΠΕΠΕΙΡΑΘΗ Ν' ΑΥΤΟΚΤΟΝΗΣΗ [386, 1066, 531, 1109]
article-separator [1160, 525, 1553, 527]
article-separator [370, 184, 547, 185]
article-separator [370, 1171, 547, 1172]
article-body: ΑΘΗΝΑΙ, 27.— Ήρχισαν χθες τας εργασίας του εις Πειραιά το συνέδριον των εκ Σμύρνης καταγομένων. Εις την έναρξιν παρέστησαν εκπρόσωποι της κυβερνήσεως και των τοπικών αρχών. Οι σύνεδροι θα συζητήσουν θέματα αφορώντα εις την διατήρησιν της παραδόσεως και την ίδρυσιν μουσείου. [563, 486, 968, 535]
article [22, 565, 354, 723]
list-item: ΟΡΥΖΑ — Καρολίνα 9.20–9.80 [22, 1138, 354, 1149]
article [1160, 320, 1553, 419]
column-3 [563, 39, 968, 2311]
article [1160, 59, 1553, 171]
headline: Η ΕΚΤΕΛΕΣΙΣ ΤΟΥ ΠΡΟΓΡΑΜΜΑΤΟΣ ΠΡΟΜΗΘΕΙΩΝ 1970 ΚΑΙ Η ΚΑΤΑΡΤΙΣΙΣ ΕΚΕΙΝΟΥ ΤΟΥ ΕΠΟΜΕΝΟΥ ΕΤΟΥΣ ΑΝΤΙΚΕΙΜΕΝΟΝ ΣΥΣΚΕΨΕΩΣ ΤΩΝ ΑΡΜΟΔΙΩΝ ΥΠΟΥΡΓΩΝ [30, 312, 346, 420]
column-divider [974, 39, 975, 2311]
article-body: ΑΘΗΝΑΙ, 27.— Οκτώ Έλληνες βραβεύθησαν από το Ελληνικόν Ινστιτούτον της Αγγλίας δια τα έργα των εις τον χώρον της λογοτεχνίας και της ιστορίας. Μεταξύ των βραβευθέντων συγκαταλέγονται ποιηταί, διηγηματογράφοι και δοκιμιογράφοι. [563, 609, 968, 645]
headline: ΕΟΡΤΑΙ ΚΡΑΣΙΟΥ ΚΑΙ ΨΑΡΙΟΥ ΕΙΣ ΠΑΡΟΝ [385, 836, 532, 865]
article [366, 1177, 551, 1259]
article [981, 41, 1148, 202]
article [366, 633, 551, 728]
page-number-masthead: Σελίς 9 [1263, 12, 1379, 49]
headline: ΕΘΕΜΕΛΙΩΘΗ ΥΠΟ ΤΟΥ ΥΠΟΥΡΓΟΥ ΓΕΩΡΓΙΑΣ ΤΟ ΚΟΝΣΕΡΒΟΠΟΙΕΙΟΝ ΒΡΩΣΙΜΩΝ ΕΛΑΙΩΝ ΤΗΣ ΕΝΩΣΕΩΣ ΣΥΝΕΤΑΙΡΙΣΜΩΝ ΧΑΛΚΙΔΙΚΗΣ [42, 564, 333, 631]
article-body: ΑΘΗΝΑΙ, 27.— Ελαιοχρωματιστής επεχείρησε να αυτοκτονήση πίνων δηλητήριον. Μετεφέρθη εις το νοσοκομείον όπου διεσώθη. [366, 1112, 551, 1162]
article-body: ΣΥΝΕΧΕΙΑ ΕΚ ΤΗΣ 1ΗΣ ΣΕΛ. Το βρέφος ευρίσκετο εντός του αχυρώνος όταν εξερράγη η πυρκαϊά. Οι γονείς του εργάζοντο εις τους αγρούς και δεν κατέστη δυνατόν να το διασώσουν. Η αστυνομία ερευνά τα αίτια της πυρκαϊάς. [563, 719, 968, 756]
article [1160, 435, 1553, 516]
article-body: ΑΘΗΝΑΙ, 27.— Ο υφυπουργός κ. Τσουκαλάς επεθεώρησε τας παιδικάς κατασκηνώσεις της Αττικής. [981, 846, 1148, 895]
article-separator [370, 1390, 547, 1391]
headline: ΠΛΗΘΩΡΑΝ ΝΕΩΝ ΣΤΟΙΧΕΙΩΝ ΔΙΑ ΤΟ ΣΥΜΠΑΝ ΣΥΝΕΚΕΝΤΡΩΣΑΝ ΕΣΧΑΤΩΣ ΟΙ ΕΠΙΣΤΗΜΟΝΕΣ ΔΙΑ ΤΩΝ ΑΣΤΡΟΝΟΜΙΚΩΝ ΠΑΡΑΤΗΡΗΤΗΡΙΩΝ [1175, 318, 1539, 390]
article [1160, 728, 1553, 809]
article-body: ΑΘΗΝΑΙ, 27.— Ο υπουργός Παιδείας ανεκοίνωσεν ότι δια τας εγγραφάς των μαθητών εις τα σχολεία δεν απαιτείται πλέον η υποβολή πιστοποιητικών γεννήσεως, εφόσον οι μαθηταί είναι εγγεγραμμένοι εις τα μητρώα. [366, 395, 551, 484]
article-separator [985, 564, 1144, 565]
article-body: ΑΘΗΝΑΙ, 27.— Η Αγροτική Τράπεζα θα διαθέση ποσόν δια την χρηματοδότησιν των σταφιδοπαραγωγών της Κρήτης κατά την τρέχουσαν περίοδον. [981, 273, 1148, 336]
article-separator [1164, 1032, 1549, 1033]
article [563, 663, 968, 757]
article-separator [1160, 623, 1553, 625]
article [563, 552, 968, 646]
article [981, 215, 1148, 337]
article-body: ΑΘΗΝΑΙ, 27.— Η επιτροπή εξαγωγών ελήφθη μέτρα δια την διευκόλυνσιν των εξαγωγών οπωρών εις τας αγοράς της Ευρώπης. [981, 1064, 1148, 1127]
